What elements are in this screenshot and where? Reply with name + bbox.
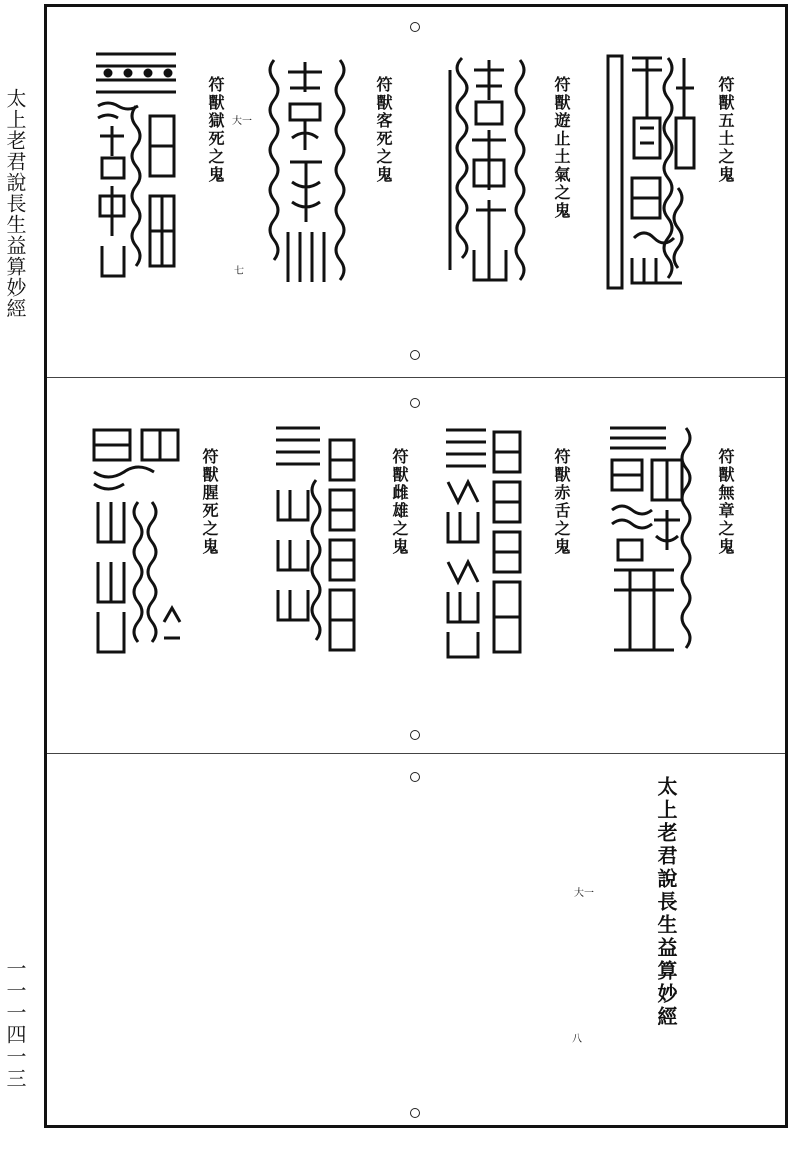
talisman-seal	[440, 422, 534, 662]
talisman-caption: 符獸無章之鬼	[716, 448, 735, 556]
section-divider	[47, 753, 785, 754]
talisman-caption: 符獸赤舌之鬼	[552, 448, 571, 556]
talisman-seal	[88, 422, 184, 662]
talisman-caption: 符獸五土之鬼	[716, 76, 735, 184]
talisman-seal	[604, 48, 700, 293]
talisman-caption: 符獸客死之鬼	[374, 76, 393, 184]
marginal-note: 七	[234, 266, 244, 277]
registration-circle	[410, 772, 420, 782]
talisman-caption: 符獸腥死之鬼	[200, 448, 219, 556]
talisman-seal	[270, 420, 360, 660]
marginal-note: 大一	[574, 888, 594, 899]
talisman-seal	[90, 46, 190, 286]
talisman-caption: 符獸獄死之鬼	[206, 76, 225, 184]
registration-circle	[410, 350, 420, 360]
side-page-number: 一一一四一三	[3, 958, 27, 1090]
closing-title: 太上老君說長生益算妙經	[654, 776, 678, 1029]
side-book-title: 太上老君說長生益算妙經	[3, 88, 27, 319]
registration-circle	[410, 398, 420, 408]
talisman-seal	[440, 50, 534, 290]
talisman-seal	[604, 420, 700, 665]
marginal-note: 八	[572, 1034, 582, 1045]
registration-circle	[410, 730, 420, 740]
registration-circle	[410, 1108, 420, 1118]
marginal-note: 大一	[232, 116, 252, 127]
talisman-caption: 符獸雌雄之鬼	[390, 448, 409, 556]
talisman-seal	[262, 52, 356, 292]
talisman-caption: 符獸遊止土氣之鬼	[552, 76, 571, 220]
section-divider	[47, 377, 785, 378]
registration-circle	[410, 22, 420, 32]
